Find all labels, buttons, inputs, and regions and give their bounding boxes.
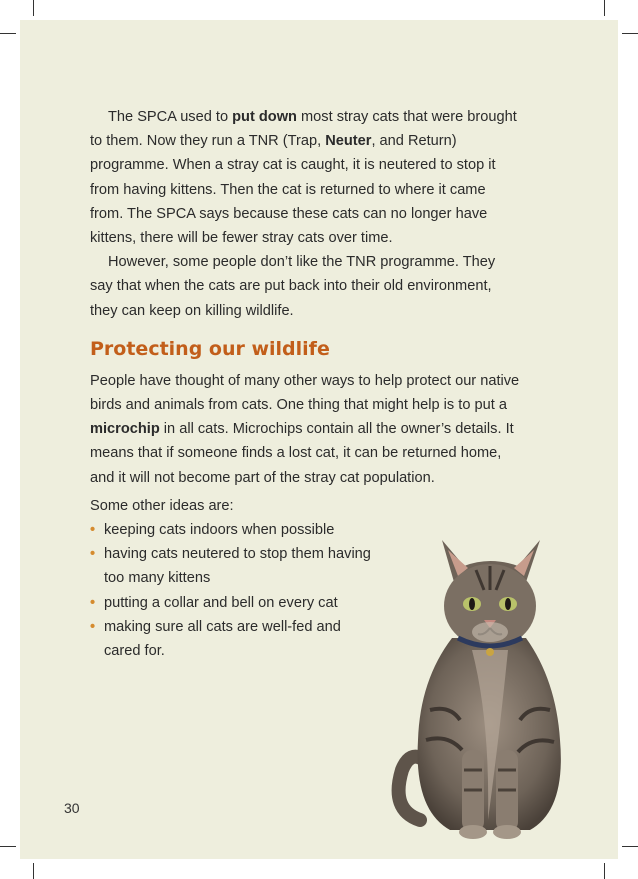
crop-mark (622, 846, 638, 847)
crop-mark (604, 863, 605, 879)
crop-mark (0, 33, 16, 34)
crop-mark (33, 863, 34, 879)
crop-mark (604, 0, 605, 16)
ideas-intro: Some other ideas are: (90, 497, 234, 514)
crop-mark (33, 0, 34, 16)
list-item: • putting a collar and bell on every cat (90, 591, 380, 615)
body-text (90, 105, 520, 663)
page-number: 30 (64, 800, 80, 816)
bullet-icon: • (90, 546, 96, 563)
list-item: • making sure all cats are well-fed and cared for. (90, 615, 380, 663)
paragraph-microchip: People have thought of many other ways to help protect our native birds and animals from cats. One thing that might help is to put a microchip in all cats. Microchips contain all the owner’s details. It means that if someone finds a lost cat, it can be returned home, and it will not become part of the stray cat population. (90, 372, 520, 486)
bullet-icon: • (90, 594, 96, 611)
section-heading: Protecting our wildlife (90, 337, 330, 360)
paragraph-spca: The SPCA used to put down most stray cats that were brought to them. Now they run a TNR (Trap, Neuter, and Return) programme. When a stray cat is caught, it is neutered to stop it from having kittens. Then the cat is returned to where it came from. The SPCA says because these cats can no longer have kittens, there will be fewer stray cats over time. (90, 109, 517, 247)
paragraph-tnr-criticism: However, some people don’t like the TNR programme. They say that when the cats are put back into their old environment, they can keep on killing wildlife. (90, 254, 496, 319)
crop-mark (0, 846, 16, 847)
bullet-icon: • (90, 522, 96, 539)
term-put-down: put down (232, 109, 297, 125)
bullet-icon: • (90, 618, 96, 635)
crop-mark (622, 33, 638, 34)
term-microchip: microchip (90, 421, 160, 438)
ideas-list (90, 518, 380, 663)
term-neuter: Neuter (325, 133, 372, 150)
list-item: • having cats neutered to stop them having too many kittens (90, 542, 380, 590)
list-item: • keeping cats indoors when possible (90, 518, 380, 542)
